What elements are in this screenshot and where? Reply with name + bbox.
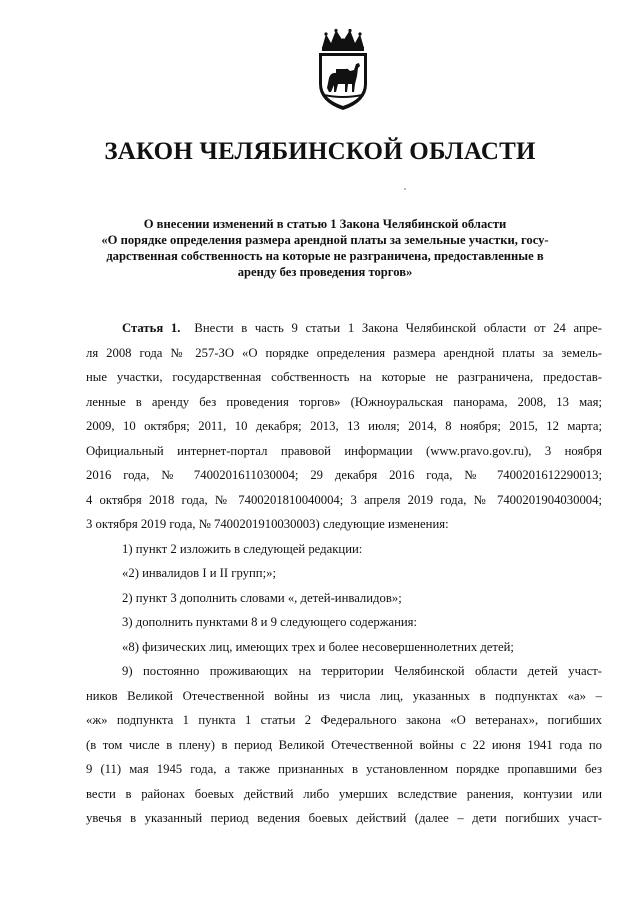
body-line: 3) дополнить пунктами 8 и 9 следующего содержания: (122, 615, 418, 629)
body-line: ля 2008 года № 257-ЗО «О порядке определения размера арендной платы за земель- (86, 345, 602, 360)
body-line: «8) физических лиц, имеющих трех и более несовершеннолетних детей; (122, 639, 514, 654)
article-label: Статья 1. (122, 321, 181, 335)
body-line: (в том числе в плену) в период Великой Отечественной войны с 22 июня 1941 года по (86, 737, 602, 752)
chelyabinsk-coat-of-arms-icon (314, 28, 372, 112)
law-title: ЗАКОН ЧЕЛЯБИНСКОЙ ОБЛАСТИ (104, 138, 536, 165)
subject-line: аренду без проведения торгов» (237, 265, 413, 279)
body-line: ников Великой Отечественной войны из числа лиц, указанных в подпунктах «а» – (86, 688, 602, 703)
subject-line: О внесении изменений в статью 1 Закона Челябинской области (143, 217, 507, 231)
body-line: 3 октября 2019 года, № 7400201910030003) следующие изменения: (86, 517, 449, 531)
subject-line: «О порядке определения размера арендной платы за земельные участки, госу- (101, 233, 549, 247)
body-line: 9 (11) мая 1945 года, а также признанных в установленном порядке пропавшими без (86, 762, 602, 776)
body-line: «2) инвалидов I и II групп;»; (122, 566, 276, 580)
body-line (86, 316, 602, 341)
body-line: ные участки, государственная собственность на которые не разграничена, предостав- (86, 370, 602, 384)
law-body (86, 316, 602, 831)
body-line: увечья в указанный период ведения боевых действий (далее – дети погибших участ- (86, 811, 602, 825)
body-line: Официальный интернет-портал правовой информации (www.pravo.gov.ru), 3 ноября (86, 443, 602, 458)
body-line: вести в районах боевых действий либо умерших вследствие ранения, контузии или (86, 786, 602, 801)
law-subject (100, 216, 550, 280)
subject-line: дарственная собственность на которые не разграничена, предоставленные в (106, 249, 544, 263)
body-line: 2009, 10 октября; 2011, 10 декабря; 2013, 13 июля; 2014, 8 ноября; 2015, 12 марта; (86, 419, 602, 433)
scan-speck (404, 188, 406, 190)
body-line: 9) постоянно проживающих на территории Челябинской области детей участ- (122, 664, 602, 678)
body-line: 4 октября 2018 года, № 7400201810040004; 3 апреля 2019 года, № 7400201904030004; (86, 492, 602, 507)
body-line: ленные в аренду без проведения торгов» (Южноуральская панорама, 2008, 13 мая; (86, 394, 602, 409)
body-line-text: Внести в часть 9 статьи 1 Закона Челябинской области от 24 апре- (194, 321, 603, 335)
body-line: «ж» подпункта 1 пункта 1 статьи 2 Федерального закона «О ветеранах», погибших (86, 713, 602, 727)
body-line: 1) пункт 2 изложить в следующей редакции: (122, 541, 363, 556)
body-line: 2) пункт 3 дополнить словами «, детей-инвалидов»; (122, 590, 402, 605)
body-line: 2016 года, № 7400201611030004; 29 декабря 2016 года, № 7400201612290013; (86, 468, 602, 482)
